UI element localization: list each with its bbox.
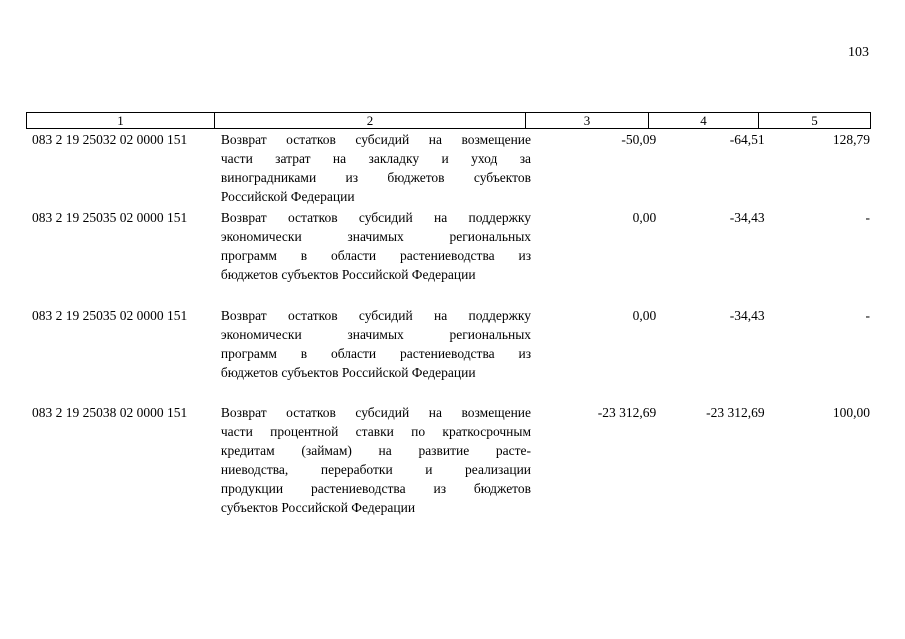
description-line: Возврат остатков субсидий на поддержку	[220, 210, 532, 225]
description-line: ниеводства, переработки и реализации	[220, 462, 532, 477]
table-row	[26, 403, 870, 517]
budget-code: 083 2 19 25035 02 0000 151	[32, 308, 188, 323]
description-line: Возврат остатков субсидий на возмещение	[220, 405, 532, 420]
budget-code: 083 2 19 25035 02 0000 151	[32, 210, 188, 225]
description-line: бюджетов субъектов Российской Федерации	[220, 267, 476, 282]
description-line: виноградниками из бюджетов субъектов	[220, 170, 532, 185]
table-row	[26, 130, 870, 206]
page-number: 103	[848, 45, 869, 60]
column-header-row	[27, 113, 871, 129]
value-col4: -34,43	[729, 308, 765, 323]
description-line: субъектов Российской Федерации	[220, 500, 416, 515]
description-line: части процентной ставки по краткосрочным	[220, 424, 532, 439]
value-col3: -23 312,69	[597, 405, 657, 420]
description-line: экономически значимых региональных	[220, 229, 532, 244]
value-col3: 0,00	[632, 308, 657, 323]
description-line: Возврат остатков субсидий на поддержку	[220, 308, 532, 323]
value-col5: -	[865, 308, 870, 323]
table-row	[26, 208, 870, 284]
value-col4: -23 312,69	[706, 405, 765, 420]
row-description	[217, 306, 531, 382]
row-description	[217, 208, 531, 284]
description-line: кредитам (займам) на развитие расте-	[220, 443, 532, 458]
value-col5: 128,79	[832, 132, 870, 147]
description-line: Возврат остатков субсидий на возмещение	[220, 132, 532, 147]
value-col5: 100,00	[832, 405, 870, 420]
column-header-table	[26, 112, 871, 129]
column-header-5: 5	[759, 113, 871, 129]
description-line: программ в области растениеводства из	[220, 248, 532, 263]
column-header-3: 3	[526, 113, 649, 129]
description-line: программ в области растениеводства из	[220, 346, 532, 361]
budget-code: 083 2 19 25038 02 0000 151	[32, 405, 188, 420]
description-line: Российской Федерации	[220, 189, 355, 204]
value-col5: -	[865, 210, 870, 225]
column-header-2: 2	[215, 113, 526, 129]
description-line: части затрат на закладку и уход за	[220, 151, 532, 166]
value-col3: -50,09	[621, 132, 657, 147]
description-line: продукции растениеводства из бюджетов	[220, 481, 532, 496]
description-line: бюджетов субъектов Российской Федерации	[220, 365, 476, 380]
table-row	[26, 306, 870, 382]
budget-code: 083 2 19 25032 02 0000 151	[32, 132, 188, 147]
column-header-1: 1	[27, 113, 215, 129]
value-col4: -34,43	[729, 210, 765, 225]
row-description	[217, 130, 531, 206]
value-col4: -64,51	[729, 132, 765, 147]
row-description	[217, 403, 531, 517]
description-line: экономически значимых региональных	[220, 327, 532, 342]
column-header-4: 4	[649, 113, 759, 129]
value-col3: 0,00	[632, 210, 657, 225]
